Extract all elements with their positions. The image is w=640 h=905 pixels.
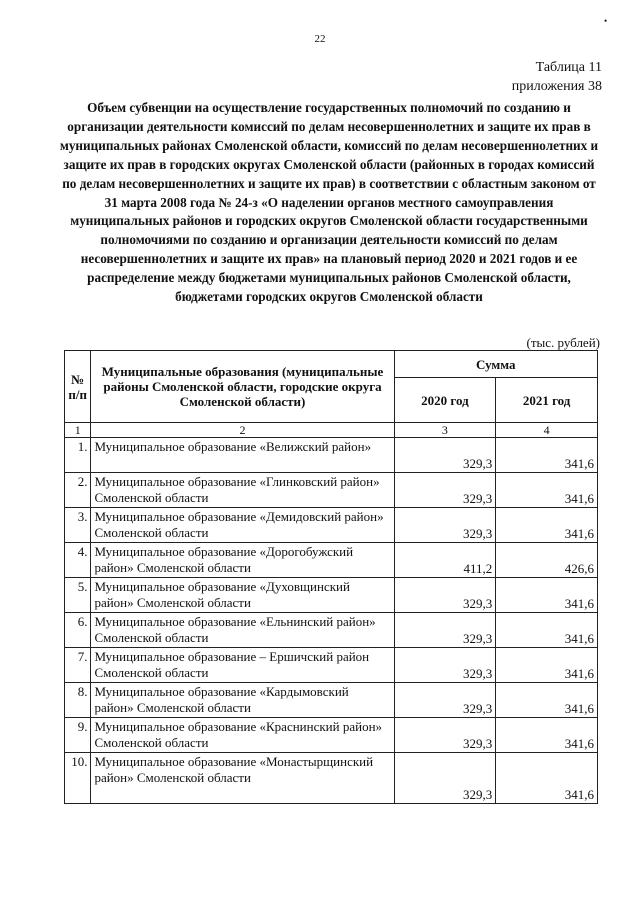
- column-index: 4: [496, 423, 598, 438]
- municipality-name: Муниципальное образование «Ельнинский район» Смоленской области: [91, 613, 394, 648]
- subvention-table: [64, 350, 598, 804]
- header-number: № п/п: [65, 351, 91, 423]
- municipality-name: Муниципальное образование «Духовщинский район» Смоленской области: [91, 578, 394, 613]
- amount-2020: 329,3: [394, 473, 496, 508]
- amount-2021: 341,6: [496, 508, 598, 543]
- amount-2021: 341,6: [496, 718, 598, 753]
- table-row: [65, 753, 598, 804]
- amount-2020: 411,2: [394, 543, 496, 578]
- municipality-name: Муниципальное образование «Демидовский район» Смоленской области: [91, 508, 394, 543]
- amount-2021: 341,6: [496, 438, 598, 473]
- document-title: Объем субвенции на осуществление государственных полномочий по созданию и организации деятельности комиссий по делам несовершеннолетних и защите их прав в муниципальных районах Смоленской области, комиссий по делам несовершеннолетних и защите их прав в городских округах Смоленской области (районных в городах комиссий по делам несовершеннолетних и защите их прав) в соответствии с областным законом от 31 марта 2008 года № 24-з «О наделении органов местного самоуправления муниципальных районов и городских округов Смоленской области государственными полномочиями по созданию и организации деятельности комиссий по делам несовершеннолетних и защите их прав» на плановый период 2020 и 2021 годов и ее распределение между бюджетами муниципальных районов Смоленской области, бюджетами городских округов Смоленской области: [59, 100, 599, 305]
- table-body: [65, 423, 598, 804]
- column-index-row: [65, 423, 598, 438]
- row-number: 9.: [65, 718, 91, 753]
- amount-2021: 341,6: [496, 578, 598, 613]
- page-number: 22: [314, 33, 326, 45]
- amount-2021: 426,6: [496, 543, 598, 578]
- row-number: 2.: [65, 473, 91, 508]
- table-caption: [512, 58, 602, 96]
- municipality-name: Муниципальное образование «Дорогобужский район» Смоленской области: [91, 543, 394, 578]
- table-row: [65, 648, 598, 683]
- caption-table-number: Таблица 11: [535, 60, 602, 75]
- table-row: [65, 718, 598, 753]
- table-row: [65, 578, 598, 613]
- column-index: 3: [394, 423, 496, 438]
- amount-2020: 329,3: [394, 648, 496, 683]
- table-row: [65, 683, 598, 718]
- municipality-name: Муниципальное образование «Кардымовский район» Смоленской области: [91, 683, 394, 718]
- amount-2021: 341,6: [496, 683, 598, 718]
- row-number: 10.: [65, 753, 91, 804]
- header-year-2021: 2021 год: [496, 378, 598, 423]
- municipality-name: Муниципальное образование «Глинковский район» Смоленской области: [91, 473, 394, 508]
- row-number: 8.: [65, 683, 91, 718]
- amount-2021: 341,6: [496, 753, 598, 804]
- column-index: 2: [91, 423, 394, 438]
- amount-2020: 329,3: [394, 718, 496, 753]
- corner-mark: •: [604, 16, 608, 26]
- amount-2020: 329,3: [394, 578, 496, 613]
- table-row: [65, 508, 598, 543]
- row-number: 1.: [65, 438, 91, 473]
- row-number: 3.: [65, 508, 91, 543]
- row-number: 4.: [65, 543, 91, 578]
- amount-2020: 329,3: [394, 753, 496, 804]
- caption-appendix-number: приложения 38: [511, 79, 602, 94]
- municipality-name: Муниципальное образование «Велижский район»: [91, 438, 394, 473]
- amount-2020: 329,3: [394, 683, 496, 718]
- amount-2020: 329,3: [394, 438, 496, 473]
- header-sum: Сумма: [394, 351, 597, 378]
- amount-2020: 329,3: [394, 508, 496, 543]
- amount-2021: 341,6: [496, 648, 598, 683]
- amount-2021: 341,6: [496, 613, 598, 648]
- units-label: (тыс. рублей): [526, 335, 600, 350]
- municipality-name: Муниципальное образование «Монастырщинский район» Смоленской области: [91, 753, 394, 804]
- table-row: [65, 438, 598, 473]
- table-row: [65, 613, 598, 648]
- column-index: 1: [65, 423, 91, 438]
- row-number: 6.: [65, 613, 91, 648]
- table-row: [65, 543, 598, 578]
- municipality-name: Муниципальное образование – Ершичский район Смоленской области: [91, 648, 394, 683]
- amount-2021: 341,6: [496, 473, 598, 508]
- row-number: 5.: [65, 578, 91, 613]
- header-year-2020: 2020 год: [394, 378, 496, 423]
- table-row: [65, 473, 598, 508]
- amount-2020: 329,3: [394, 613, 496, 648]
- header-municipality: Муниципальные образования (муниципальные районы Смоленской области, городские округа Смоленской области): [91, 351, 394, 423]
- municipality-name: Муниципальное образование «Краснинский район» Смоленской области: [91, 718, 394, 753]
- row-number: 7.: [65, 648, 91, 683]
